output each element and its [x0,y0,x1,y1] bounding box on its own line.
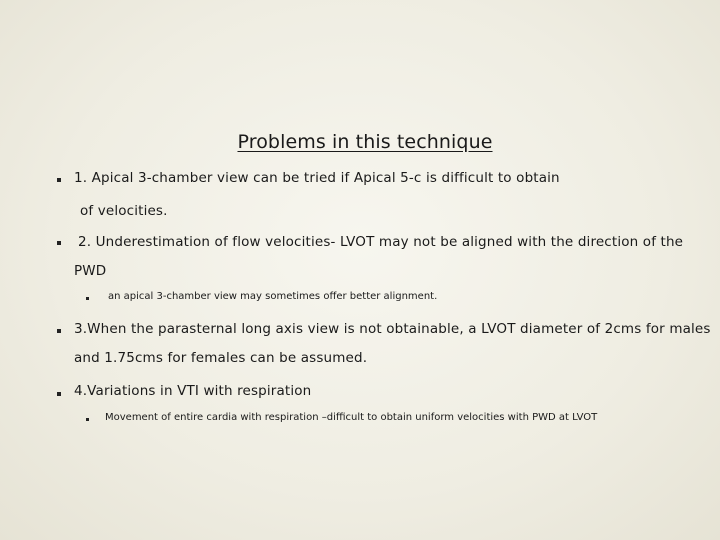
sub-bullet-icon [86,418,89,421]
item-1-line-1: 1. Apical 3-chamber view can be tried if Apical 5-c is difficult to obtain [74,170,560,186]
item-1-line-2: of velocities. [80,203,168,219]
bullet-icon [57,392,61,396]
bullet-icon [57,241,61,245]
item-3-line-1: 3.When the parasternal long axis view is not obtainable, a LVOT diameter of 2cms for males [74,321,711,337]
item-2-line-1: 2. Underestimation of flow velocities- LVOT may not be aligned with the direction of the [78,234,684,250]
bullet-icon [57,329,61,333]
item-3-line-2: and 1.75cms for females can be assumed. [74,350,368,366]
bullet-icon [57,178,61,182]
item-2-line-2: PWD [74,263,107,279]
item-4-sub-point: Movement of entire cardia with respiration –difficult to obtain uniform velocities with PWD at LVOT [105,412,598,423]
item-2-sub-point: an apical 3-chamber view may sometimes offer better alignment. [108,291,438,302]
sub-bullet-icon [86,297,89,300]
item-4-line-1: 4.Variations in VTI with respiration [74,383,312,399]
slide-title: Problems in this technique [237,131,493,153]
